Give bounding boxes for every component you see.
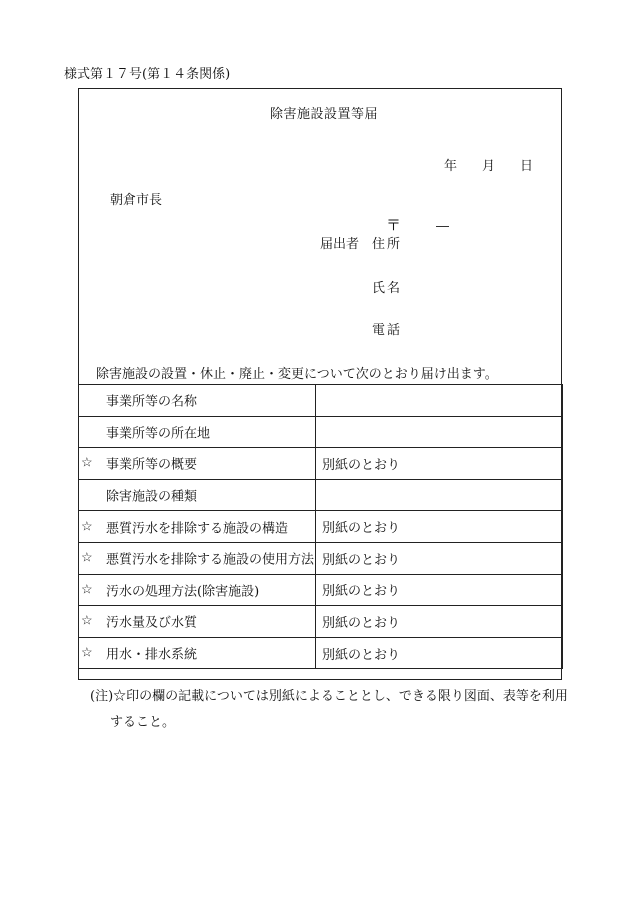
star-mark-icon: ☆ xyxy=(81,550,93,566)
form-number: 様式第１７号(第１４条関係) xyxy=(64,67,231,82)
row-value-cell: 別紙のとおり xyxy=(316,606,563,638)
row-value-cell: 別紙のとおり xyxy=(316,574,563,606)
note-line-1: (注)☆印の欄の記載については別紙によることとし、できる限り図面、表等を利用 xyxy=(90,689,568,704)
table-row xyxy=(79,542,563,574)
row-value-cell xyxy=(316,385,563,417)
date-day-label: 日 xyxy=(520,159,534,174)
name-label: 氏名 xyxy=(372,281,403,296)
row-label: 事業所等の概要 xyxy=(106,457,198,473)
row-label: 悪質汚水を排除する施設の構造 xyxy=(106,521,289,537)
table-row xyxy=(79,448,563,480)
row-label: 汚水の処理方法(除害施設) xyxy=(106,584,260,600)
row-label-cell xyxy=(79,479,316,511)
star-mark-icon: ☆ xyxy=(81,519,93,535)
row-value-cell xyxy=(316,479,563,511)
address-label: 住所 xyxy=(372,237,403,252)
row-value-cell: 別紙のとおり xyxy=(316,448,563,480)
star-mark-icon: ☆ xyxy=(81,645,93,661)
star-mark-icon: ☆ xyxy=(81,613,93,629)
statement: 除害施設の設置・休止・廃止・変更について次のとおり届け出ます。 xyxy=(96,367,498,382)
recipient: 朝倉市長 xyxy=(110,193,163,208)
row-label: 除害施設の種類 xyxy=(106,489,198,505)
row-label-cell xyxy=(79,511,316,543)
note-line-2: すること。 xyxy=(110,715,176,730)
table-row xyxy=(79,511,563,543)
row-label: 用水・排水系統 xyxy=(106,647,198,663)
form-title: 除害施設設置等届 xyxy=(270,107,379,122)
row-label-cell xyxy=(79,542,316,574)
row-value-cell: 別紙のとおり xyxy=(316,637,563,669)
table-row xyxy=(79,606,563,638)
row-label: 事業所等の所在地 xyxy=(106,426,211,442)
table-row xyxy=(79,637,563,669)
row-label-cell xyxy=(79,574,316,606)
row-label: 事業所等の名称 xyxy=(106,394,198,410)
phone-label: 電話 xyxy=(372,323,403,338)
row-label-cell xyxy=(79,448,316,480)
date-month-label: 月 xyxy=(482,159,496,174)
table-row xyxy=(79,479,563,511)
date-year-label: 年 xyxy=(444,159,458,174)
row-value-cell: 別紙のとおり xyxy=(316,511,563,543)
row-value-cell: 別紙のとおり xyxy=(316,542,563,574)
applicant-label: 届出者 xyxy=(320,237,360,252)
postal-dash: ― xyxy=(436,219,449,234)
row-label: 悪質汚水を排除する施設の使用方法 xyxy=(106,552,315,568)
table-row xyxy=(79,574,563,606)
row-value-cell xyxy=(316,416,563,448)
star-mark-icon: ☆ xyxy=(81,582,93,598)
postal-mark-icon: 〒 xyxy=(386,216,402,234)
row-label-cell xyxy=(79,416,316,448)
row-label-cell xyxy=(79,606,316,638)
items-table xyxy=(78,384,563,669)
table-row xyxy=(79,416,563,448)
row-label-cell xyxy=(79,637,316,669)
table-row xyxy=(79,385,563,417)
row-label-cell xyxy=(79,385,316,417)
star-mark-icon: ☆ xyxy=(81,455,93,471)
row-label: 汚水量及び水質 xyxy=(106,615,198,631)
